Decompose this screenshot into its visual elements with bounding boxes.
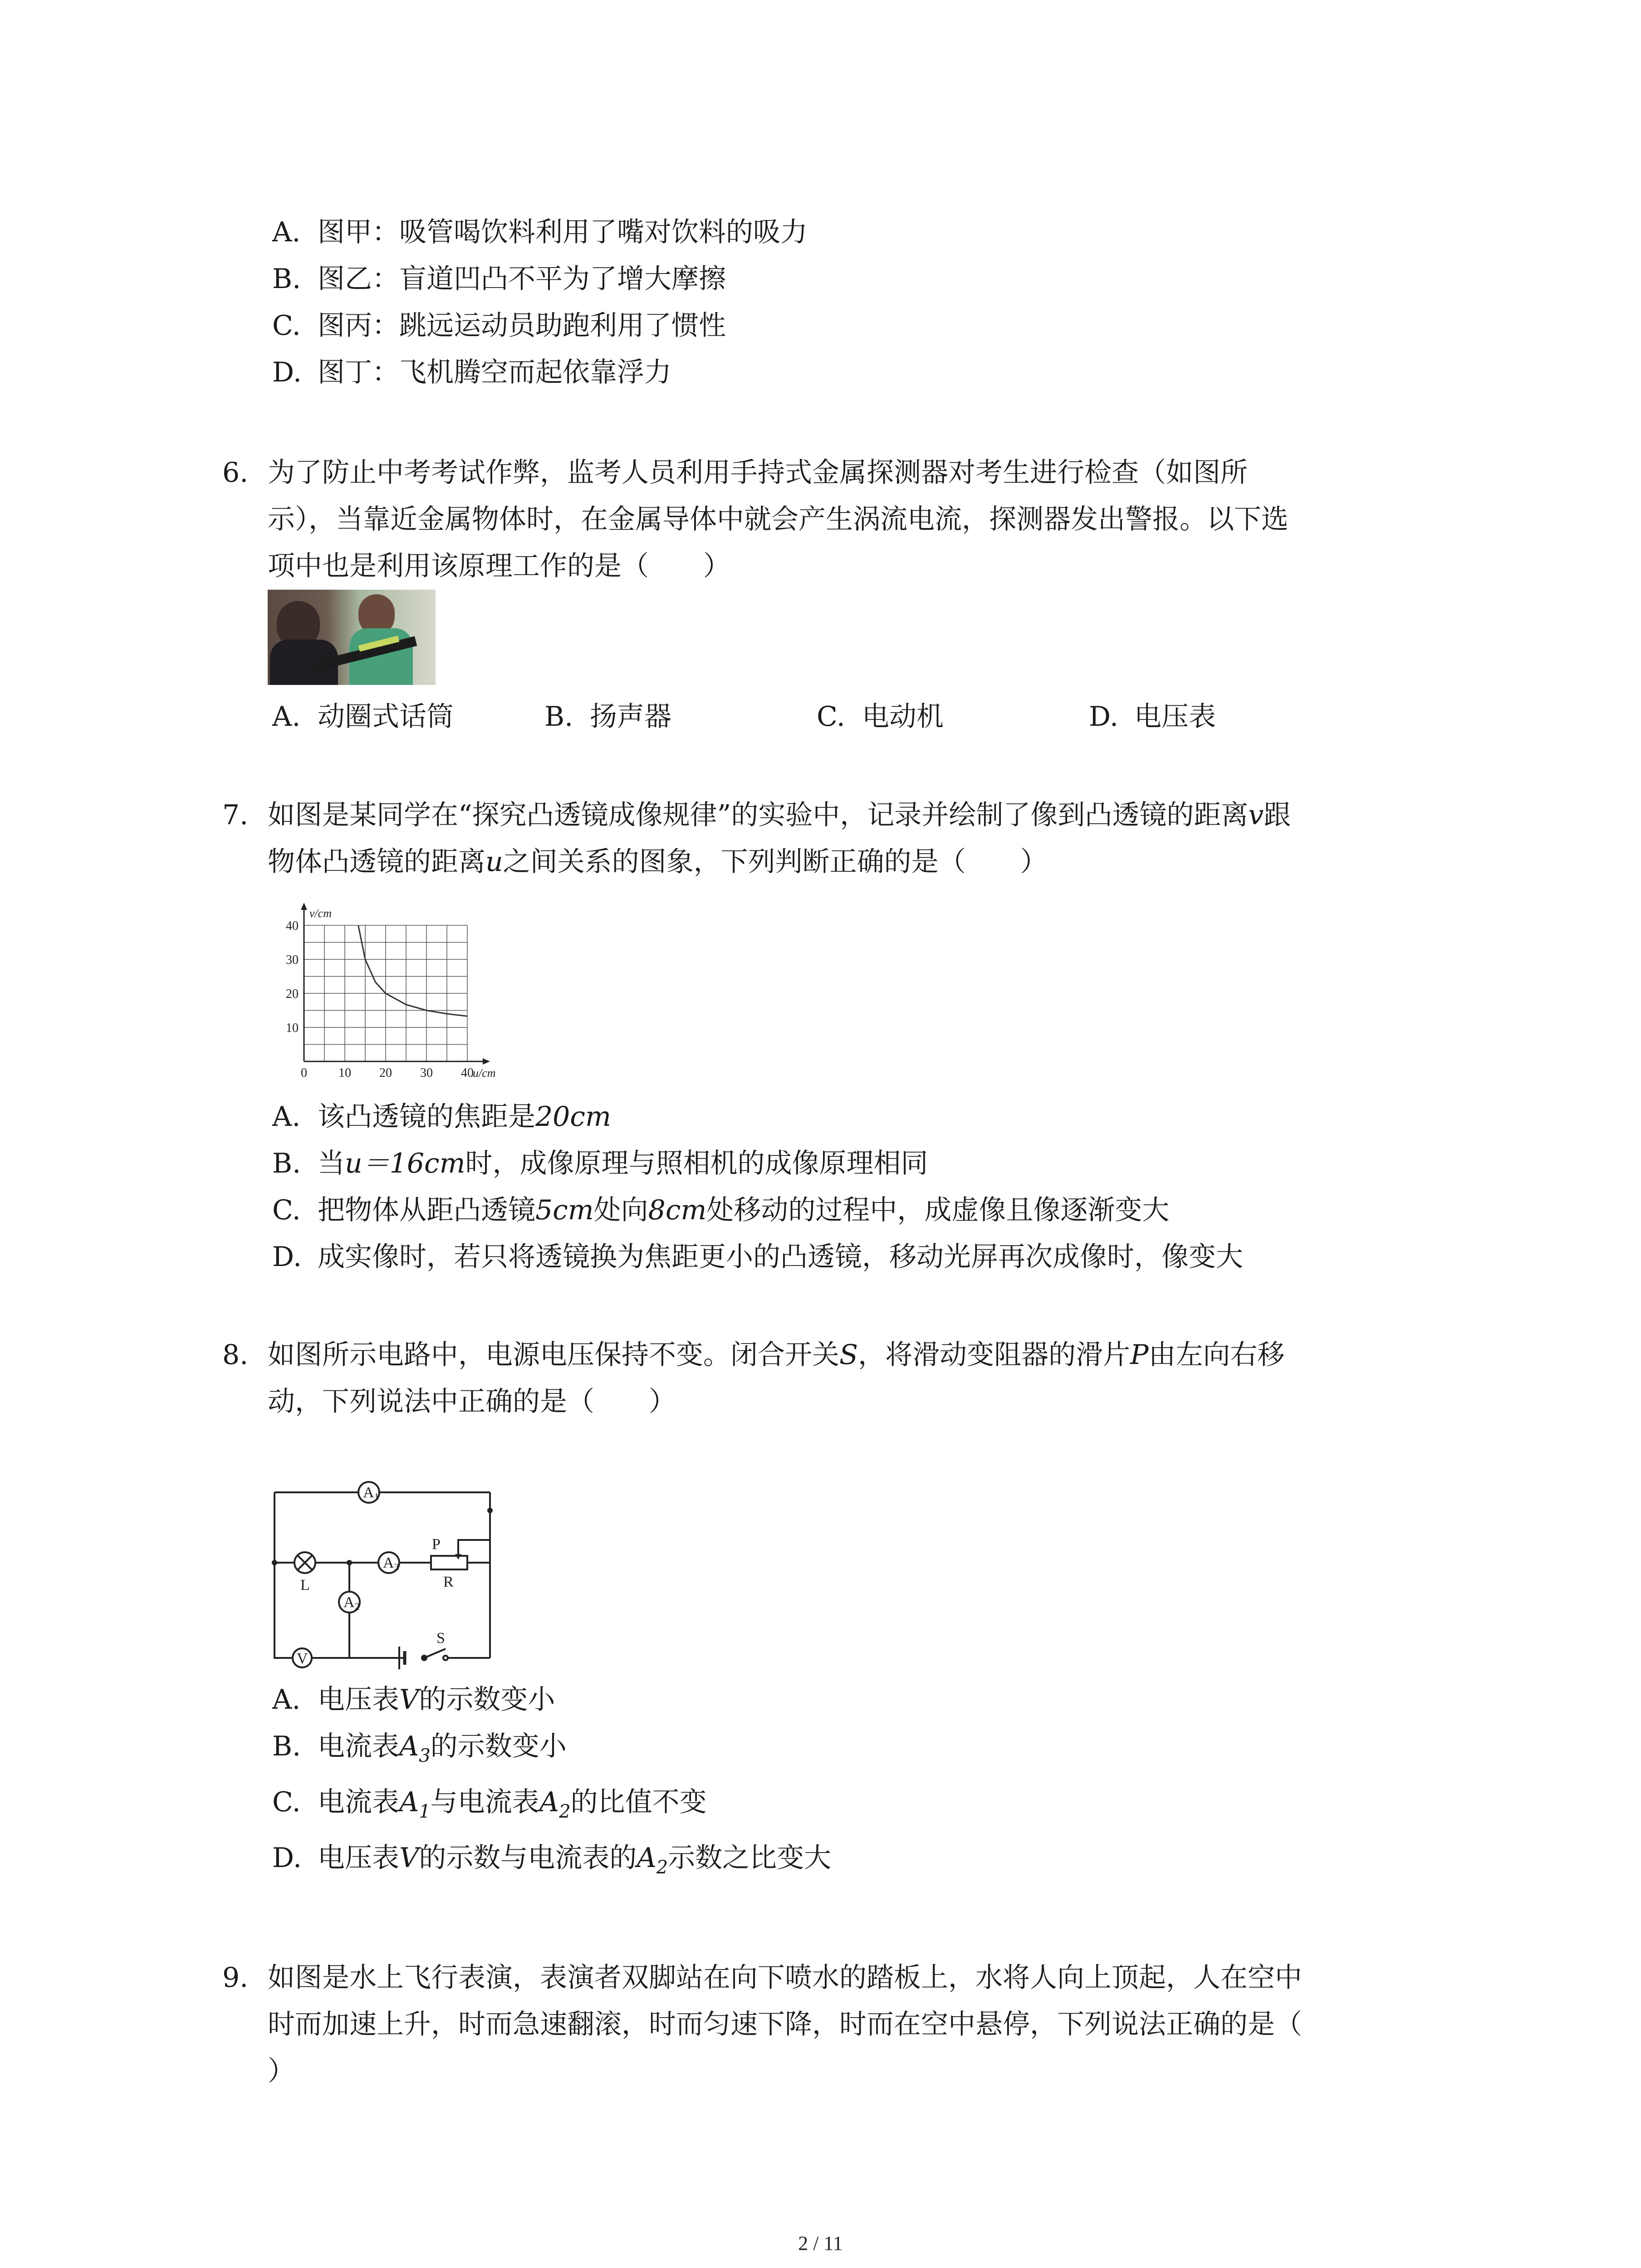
q7-option-d: D. 成实像时，若只将透镜换为焦距更小的凸透镜，移动光屏再次成像时，像变大 <box>272 1241 1243 1273</box>
q6-stem-line-1: 为了防止中考考试作弊，监考人员利用手持式金属探测器对考生进行检查（如图所 <box>268 457 1248 489</box>
q7-option-c: C. 把物体从距凸透镜5cm处向8cm处移动的过程中，成虚像且像逐渐变大 <box>272 1194 1170 1226</box>
y-axis-arrow-icon <box>301 903 307 910</box>
label-p: P <box>432 1536 441 1553</box>
series-line <box>358 925 467 1016</box>
q9-stem-line-1: 如图是水上飞行表演，表演者双脚站在向下喷水的踏板上，水将人向上顶起，人在空中 <box>268 1962 1302 1994</box>
q7-number: 7. <box>222 799 249 831</box>
metal-detector-photo <box>268 590 436 685</box>
q7-option-b: B. 当u＝16cm时，成像原理与照相机的成像原理相同 <box>272 1148 928 1179</box>
q8-option-d: D. 电压表V的示数与电流表的$A_2$示数之比变大 <box>272 1842 832 1878</box>
label-a1: A1 <box>363 1484 379 1502</box>
q6-option-d: D. 电压表 <box>1089 701 1216 733</box>
chart-axes <box>301 903 490 1065</box>
x-tick-label: 40 <box>461 1066 474 1080</box>
q6-stem-line-3: 项中也是利用该原理工作的是（ ） <box>268 550 730 582</box>
x-tick-label: 30 <box>420 1066 433 1080</box>
x-axis-arrow-icon <box>483 1058 490 1065</box>
label-v: V <box>297 1650 308 1667</box>
x-tick-label: 20 <box>379 1066 392 1080</box>
y-tick-label: 20 <box>286 987 299 1001</box>
chart-series <box>358 925 467 1016</box>
label-a3: A3 <box>383 1554 399 1573</box>
q7-stem-line-2: 物体凸透镜的距离u之间关系的图象，下列判断正确的是（ ） <box>268 846 1048 878</box>
circuit-diagram <box>268 1465 504 1674</box>
q8-number: 8. <box>222 1339 249 1371</box>
label-a2: A2 <box>343 1594 360 1612</box>
label-s: S <box>436 1630 445 1647</box>
q8-stem-line-1: 如图所示电路中，电源电压保持不变。闭合开关S，将滑动变阻器的滑片P由左向右移 <box>268 1339 1285 1371</box>
q8-stem-line-2: 动，下列说法中正确的是（ ） <box>268 1386 676 1418</box>
q8-option-a: A. 电压表V的示数变小 <box>272 1684 555 1716</box>
x-tick-label: 10 <box>338 1066 351 1080</box>
q5-option-a: A. 图甲：吸管喝饮料利用了嘴对饮料的吸力 <box>272 216 808 248</box>
q5-option-b: B. 图乙：盲道凹凸不平为了增大摩擦 <box>272 263 726 295</box>
q9-number: 9. <box>222 1962 249 1994</box>
q5-option-c: C. 图丙：跳远运动员助跑利用了惯性 <box>272 310 726 342</box>
x-tick-label: 0 <box>301 1066 307 1080</box>
y-tick-label: 40 <box>286 919 299 933</box>
image-distance-chart <box>272 889 508 1084</box>
y-tick-label: 10 <box>286 1021 299 1035</box>
label-l: L <box>300 1577 310 1593</box>
q8-option-b: B. 电流表$A_3$的示数变小 <box>272 1730 567 1766</box>
x-axis-label: u/cm <box>473 1066 496 1080</box>
q7-stem-line-1: 如图是某同学在“探究凸透镜成像规律”的实验中，记录并绘制了像到凸透镜的距离v跟 <box>268 799 1291 831</box>
y-tick-label: 30 <box>286 953 299 967</box>
q6-option-a: A. 动圈式话筒 <box>272 701 454 733</box>
q9-stem-line-2: 时而加速上升，时而急速翻滚，时而匀速下降，时而在空中悬停，下列说法正确的是（ <box>268 2009 1302 2040</box>
label-r: R <box>443 1574 454 1590</box>
q6-stem-line-2: 示），当靠近金属物体时，在金属导体中就会产生涡流电流，探测器发出警报。以下选 <box>268 503 1288 535</box>
y-axis-label: v/cm <box>309 907 332 920</box>
page-number: 2 / 11 <box>798 2232 843 2254</box>
q6-option-c: C. 电动机 <box>817 701 944 733</box>
q8-option-c: C. 电流表$A_1$与电流表$A_2$的比值不变 <box>272 1786 707 1822</box>
q6-number: 6. <box>222 457 249 489</box>
q5-option-d: D. 图丁：飞机腾空而起依靠浮力 <box>272 357 671 388</box>
q9-stem-line-3: ） <box>268 2055 295 2087</box>
q6-option-b: B. 扬声器 <box>544 701 671 733</box>
q7-option-a: A. 该凸透镜的焦距是20cm <box>272 1101 611 1133</box>
